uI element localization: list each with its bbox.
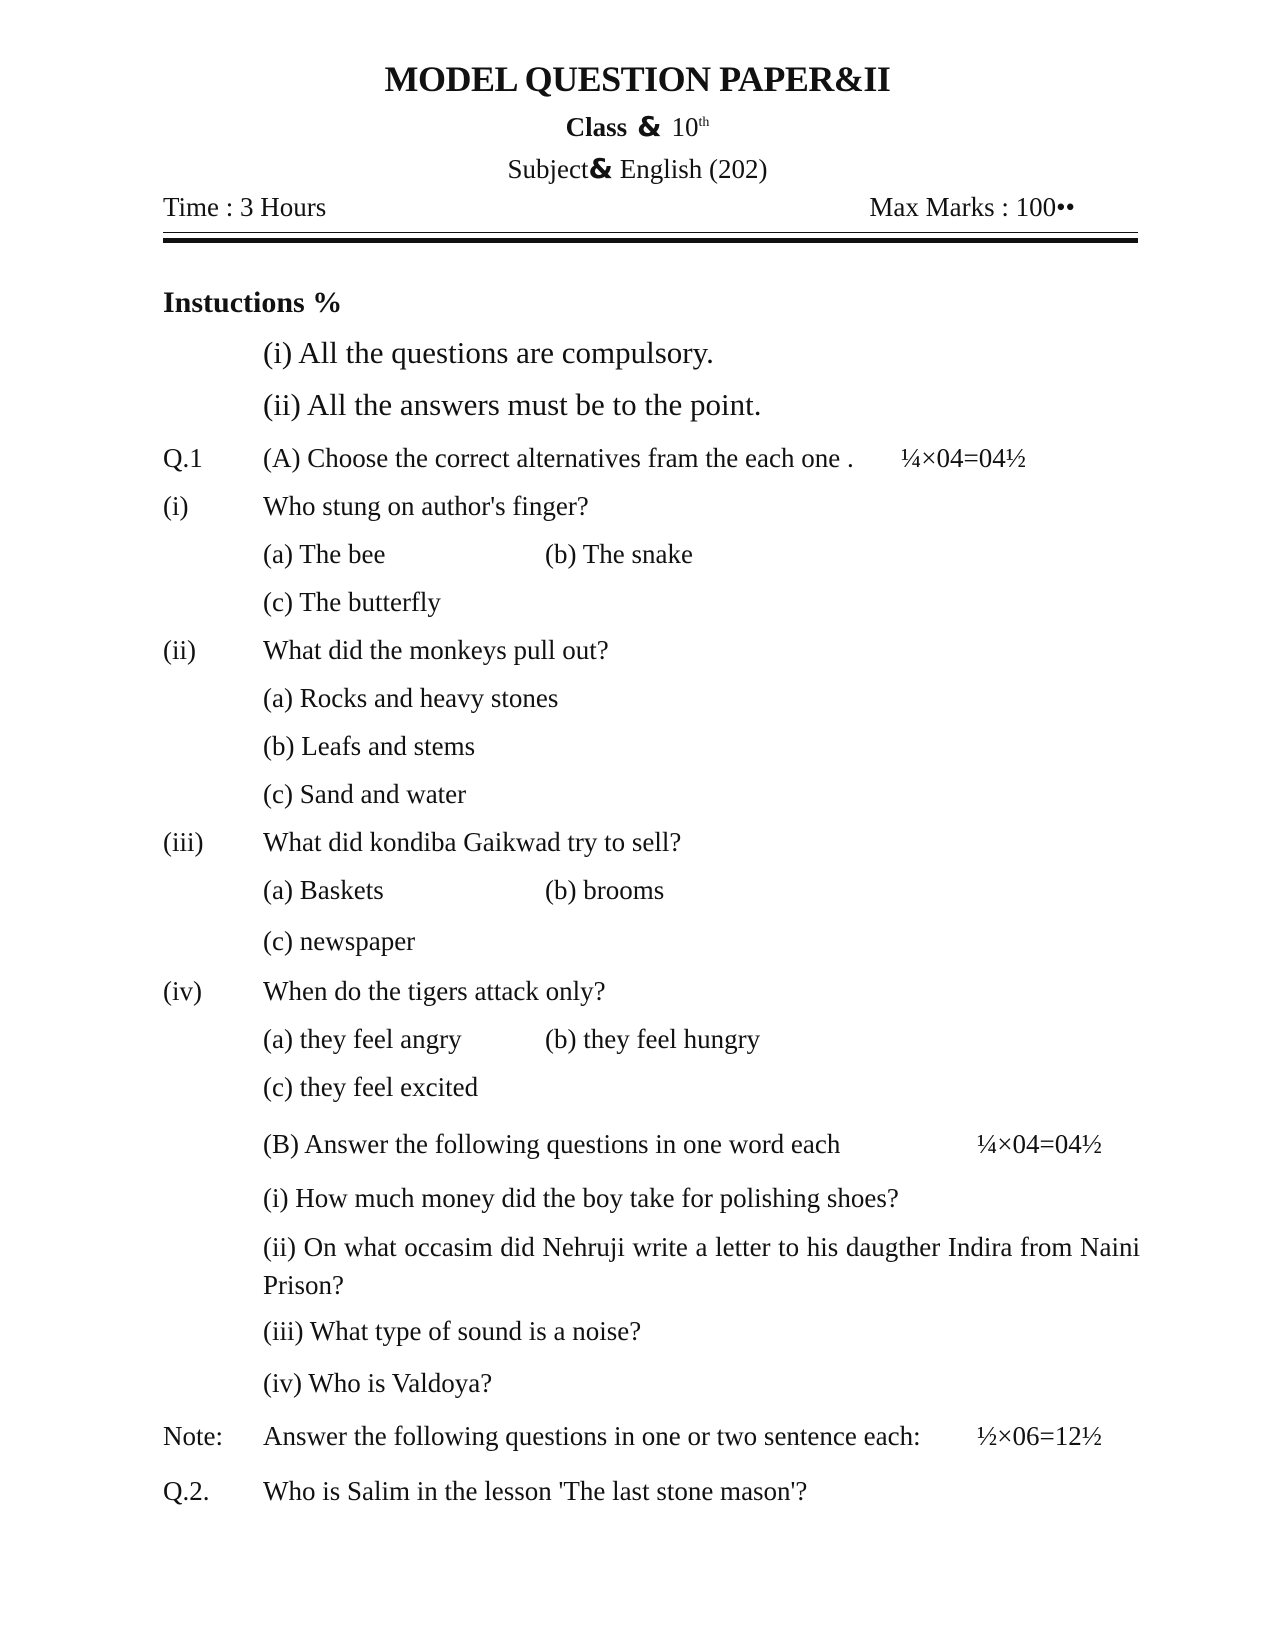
question-text: Who is Salim in the lesson 'The last stone mason'? xyxy=(263,1476,808,1506)
sub-question-text: Who stung on author's finger? xyxy=(263,491,589,521)
sub-question-text: When do the tigers attack only? xyxy=(263,976,606,1006)
note-label: Note: xyxy=(163,1421,223,1451)
header-rule-thick xyxy=(163,238,1138,243)
max-marks: Max Marks : 100•• xyxy=(869,192,1075,222)
part-b-question: (i) How much money did the boy take for polishing shoes? xyxy=(263,1183,899,1213)
part-b-marks: ¼×04=04½ xyxy=(977,1129,1102,1159)
part-b-question: (iii) What type of sound is a noise? xyxy=(263,1316,642,1346)
class-suffix: th xyxy=(698,115,710,130)
part-b-heading: (B) Answer the following questions in one word each xyxy=(263,1129,841,1159)
subject-label: Subject xyxy=(507,154,589,184)
sub-question-text: What did the monkeys pull out? xyxy=(263,635,609,665)
option-c: (c) newspaper xyxy=(263,926,416,956)
option-c: (c) Sand and water xyxy=(263,779,467,809)
sub-question-number: (iii) xyxy=(163,827,204,857)
sub-question-number: (iv) xyxy=(163,976,202,1006)
class-line xyxy=(0,110,1275,143)
question-number: Q.2. xyxy=(163,1476,210,1506)
class-separator: & xyxy=(637,110,662,143)
subject-value: English (202) xyxy=(612,154,768,184)
header-rule-thin xyxy=(163,232,1138,233)
part-a-heading: (A) Choose the correct alternatives fram the each one . xyxy=(263,443,854,473)
time-allowed: Time : 3 Hours xyxy=(163,192,327,222)
option-a: (a) Baskets xyxy=(263,875,384,905)
option-b: (b) brooms xyxy=(545,875,665,905)
option-c: (c) they feel excited xyxy=(263,1072,479,1102)
sub-question-number: (ii) xyxy=(163,635,196,665)
instruction-item: (ii) All the answers must be to the point. xyxy=(263,387,762,422)
instruction-item: (i) All the questions are compulsory. xyxy=(263,335,714,370)
instructions-heading: Instuctions % xyxy=(163,286,343,319)
option-c: (c) The butterfly xyxy=(263,587,441,617)
subject-line xyxy=(0,152,1275,185)
class-value: 10 xyxy=(671,112,699,142)
option-b: (b) The snake xyxy=(545,539,693,569)
option-a: (a) Rocks and heavy stones xyxy=(263,683,559,713)
paper-title: MODEL QUESTION PAPER&II xyxy=(384,59,891,99)
question-number: Q.1 xyxy=(163,443,203,473)
part-a-marks: ¼×04=04½ xyxy=(901,443,1026,473)
note-text: Answer the following questions in one or two sentence each: xyxy=(263,1421,921,1451)
part-b-question: (iv) Who is Valdoya? xyxy=(263,1368,493,1398)
class-label: Class xyxy=(565,112,628,142)
note-marks: ½×06=12½ xyxy=(977,1421,1102,1451)
option-a: (a) The bee xyxy=(263,539,386,569)
sub-question-number: (i) xyxy=(163,491,189,521)
option-b: (b) they feel hungry xyxy=(545,1024,761,1054)
option-a: (a) they feel angry xyxy=(263,1024,462,1054)
part-b-question: (ii) On what occasim did Nehruji write a letter to his daugther Indira from Naini Prison? xyxy=(263,1232,1140,1300)
option-b: (b) Leafs and stems xyxy=(263,731,476,761)
sub-question-text: What did kondiba Gaikwad try to sell? xyxy=(263,827,682,857)
subject-separator: & xyxy=(588,152,613,185)
